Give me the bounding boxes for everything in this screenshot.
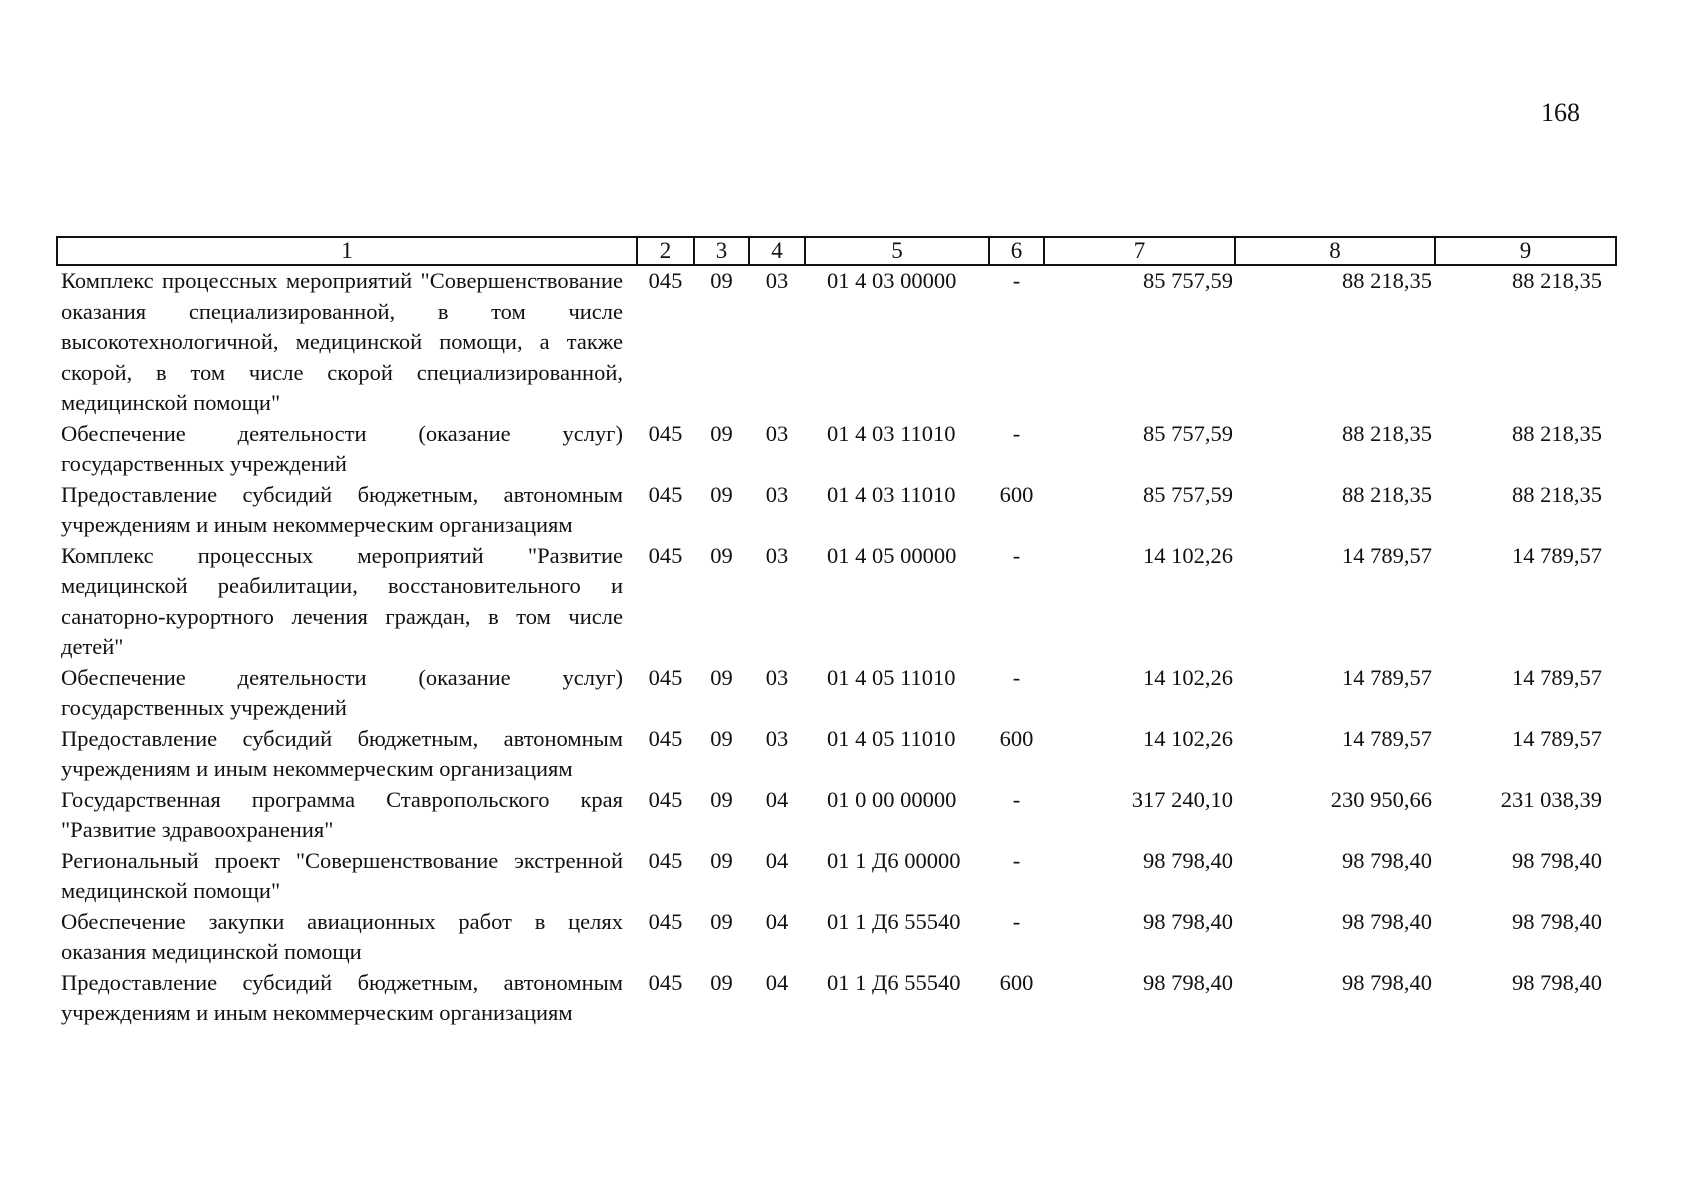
row-section-code: 09 <box>710 908 733 934</box>
row-section-code: 09 <box>710 420 733 446</box>
column-header-5: 5 <box>805 237 989 265</box>
row-target-article: 01 4 03 00000 <box>827 268 957 293</box>
row-section-code: 09 <box>710 847 733 873</box>
table-row <box>57 907 1616 968</box>
row-subsection-code: 03 <box>765 268 789 293</box>
row-target-article: 01 4 05 11010 <box>827 664 956 690</box>
table-row <box>57 968 1616 1029</box>
column-header-3: 3 <box>694 237 749 265</box>
row-expense-type: - <box>1012 268 1021 293</box>
row-amount-col9: 88 218,35 <box>1512 420 1602 446</box>
row-amount-col9: 231 038,39 <box>1500 786 1602 812</box>
row-name: Предоставление субсидий бюджетным, автономным учреждениям и иным некоммерческим организациям <box>61 725 623 781</box>
row-expense-type: - <box>1012 542 1021 568</box>
row-amount-col8: 14 789,57 <box>1342 725 1432 751</box>
row-name: Комплекс процессных мероприятий "Совершенствование оказания специализированной, в том числе высокотехнологичной, медицинской помощи, а также скорой, в том числе скорой специализированной, медицинской помощи" <box>61 268 623 415</box>
row-subsection-code: 03 <box>765 664 789 690</box>
row-target-article: 01 4 03 11010 <box>827 481 956 507</box>
row-subsection-code: 03 <box>765 542 789 568</box>
row-expense-type: - <box>1012 786 1021 812</box>
row-section-code: 09 <box>710 664 733 690</box>
row-section-code: 09 <box>710 542 733 568</box>
row-amount-col7: 14 102,26 <box>1143 542 1233 568</box>
row-amount-col9: 88 218,35 <box>1512 268 1602 293</box>
table-row <box>57 785 1616 846</box>
row-amount-col9: 98 798,40 <box>1512 847 1602 873</box>
table-row <box>57 541 1616 663</box>
row-subsection-code: 03 <box>765 481 789 507</box>
row-amount-col8: 14 789,57 <box>1342 664 1432 690</box>
row-target-article: 01 4 03 11010 <box>827 420 956 446</box>
row-amount-col9: 88 218,35 <box>1512 481 1602 507</box>
row-expense-type: 600 <box>999 725 1034 751</box>
row-expense-type: - <box>1012 908 1021 934</box>
table-row <box>57 480 1616 541</box>
row-target-article: 01 0 00 00000 <box>827 786 957 812</box>
row-amount-col8: 98 798,40 <box>1342 847 1432 873</box>
column-header-8: 8 <box>1235 237 1435 265</box>
row-name: Предоставление субсидий бюджетным, автономным учреждениям и иным некоммерческим организациям <box>61 481 623 537</box>
table-row <box>57 663 1616 724</box>
row-amount-col7: 98 798,40 <box>1143 908 1233 934</box>
page-number: 168 <box>1541 98 1580 127</box>
row-expense-type: - <box>1012 420 1021 446</box>
row-amount-col8: 14 789,57 <box>1342 542 1432 568</box>
row-ministry-code: 045 <box>648 542 683 568</box>
row-ministry-code: 045 <box>648 664 683 690</box>
row-section-code: 09 <box>710 725 733 751</box>
row-ministry-code: 045 <box>648 268 683 293</box>
row-amount-col9: 98 798,40 <box>1512 969 1602 995</box>
row-subsection-code: 03 <box>765 420 789 446</box>
column-header-7: 7 <box>1044 237 1235 265</box>
row-expense-type: 600 <box>999 481 1034 507</box>
table-row <box>57 846 1616 907</box>
row-subsection-code: 04 <box>765 847 789 873</box>
row-amount-col8: 88 218,35 <box>1342 481 1432 507</box>
row-name: Региональный проект "Совершенствование экстренной медицинской помощи" <box>61 847 623 903</box>
row-amount-col9: 14 789,57 <box>1512 542 1602 568</box>
row-name: Предоставление субсидий бюджетным, автономным учреждениям и иным некоммерческим организациям <box>61 969 623 1025</box>
row-amount-col8: 230 950,66 <box>1330 786 1432 812</box>
column-header-6: 6 <box>989 237 1044 265</box>
row-ministry-code: 045 <box>648 786 683 812</box>
row-name: Обеспечение деятельности (оказание услуг) государственных учреждений <box>61 664 623 720</box>
row-name: Государственная программа Ставропольского края "Развитие здравоохранения" <box>61 786 623 842</box>
row-target-article: 01 4 05 00000 <box>827 542 957 568</box>
row-amount-col7: 85 757,59 <box>1143 268 1233 293</box>
row-ministry-code: 045 <box>648 847 683 873</box>
row-amount-col7: 98 798,40 <box>1143 847 1233 873</box>
column-header-9: 9 <box>1435 237 1616 265</box>
row-expense-type: 600 <box>999 969 1034 995</box>
row-amount-col8: 88 218,35 <box>1342 268 1432 293</box>
row-section-code: 09 <box>710 786 733 812</box>
row-amount-col7: 98 798,40 <box>1143 969 1233 995</box>
row-target-article: 01 1 Д6 55540 <box>827 969 961 995</box>
table-row <box>57 419 1616 480</box>
row-expense-type: - <box>1012 664 1021 690</box>
row-ministry-code: 045 <box>648 725 683 751</box>
column-header-4: 4 <box>749 237 805 265</box>
row-amount-col9: 14 789,57 <box>1512 725 1602 751</box>
column-header-1: 1 <box>57 237 637 265</box>
row-ministry-code: 045 <box>648 969 683 995</box>
row-amount-col8: 98 798,40 <box>1342 908 1432 934</box>
row-section-code: 09 <box>710 969 733 995</box>
row-amount-col9: 98 798,40 <box>1512 908 1602 934</box>
row-target-article: 01 1 Д6 55540 <box>827 908 961 934</box>
table-header-row <box>57 237 1616 265</box>
row-amount-col9: 14 789,57 <box>1512 664 1602 690</box>
budget-table <box>56 236 1617 1029</box>
row-ministry-code: 045 <box>648 420 683 446</box>
row-amount-col7: 14 102,26 <box>1143 664 1233 690</box>
column-header-2: 2 <box>637 237 694 265</box>
row-amount-col7: 14 102,26 <box>1143 725 1233 751</box>
table-row <box>57 724 1616 785</box>
row-expense-type: - <box>1012 847 1021 873</box>
row-ministry-code: 045 <box>648 481 683 507</box>
row-subsection-code: 04 <box>765 969 789 995</box>
row-amount-col7: 317 240,10 <box>1131 786 1233 812</box>
row-section-code: 09 <box>710 268 733 293</box>
row-name: Обеспечение закупки авиационных работ в целях оказания медицинской помощи <box>61 908 623 964</box>
row-subsection-code: 04 <box>765 786 789 812</box>
row-target-article: 01 1 Д6 00000 <box>827 847 961 873</box>
row-amount-col8: 88 218,35 <box>1342 420 1432 446</box>
row-ministry-code: 045 <box>648 908 683 934</box>
row-name: Комплекс процессных мероприятий "Развитие медицинской реабилитации, восстановительного и санаторно-курортного лечения граждан, в том числе детей" <box>61 542 623 659</box>
row-target-article: 01 4 05 11010 <box>827 725 956 751</box>
row-name: Обеспечение деятельности (оказание услуг) государственных учреждений <box>61 420 623 476</box>
row-amount-col8: 98 798,40 <box>1342 969 1432 995</box>
row-amount-col7: 85 757,59 <box>1143 420 1233 446</box>
row-section-code: 09 <box>710 481 733 507</box>
row-subsection-code: 04 <box>765 908 789 934</box>
row-subsection-code: 03 <box>765 725 789 751</box>
table-row <box>57 265 1616 419</box>
row-amount-col7: 85 757,59 <box>1143 481 1233 507</box>
